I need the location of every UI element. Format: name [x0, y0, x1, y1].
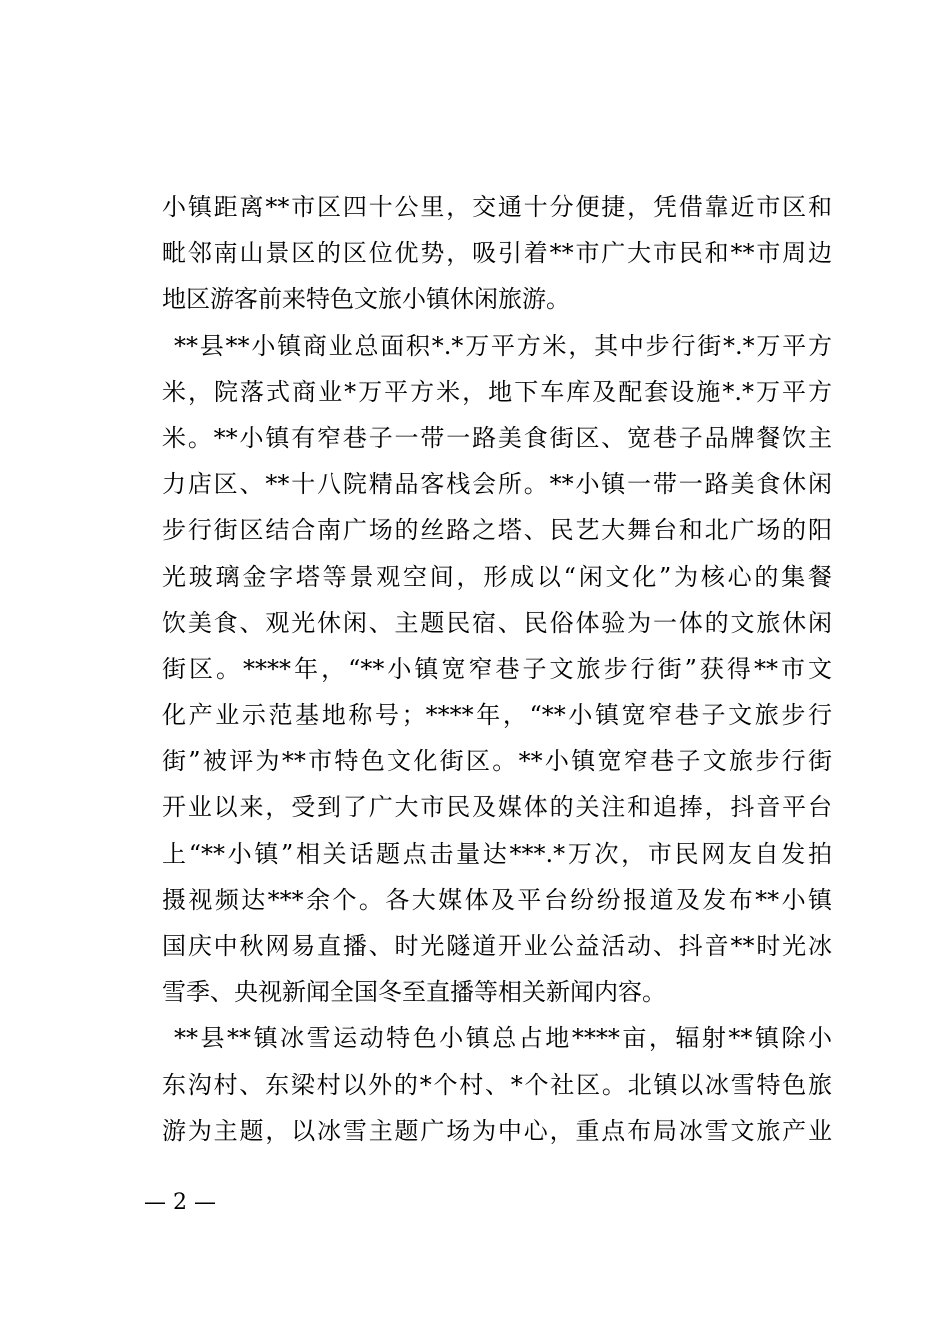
text-line: 步行街区结合南广场的丝路之塔、民艺大舞台和北广场的阳: [162, 516, 832, 545]
text-line: 饮美食、观光休闲、主题民宿、民俗体验为一体的文旅休闲: [162, 608, 832, 637]
text-line: 米，院落式商业*万平方米，地下车库及配套设施*.*万平方: [162, 377, 832, 406]
text-line: 摄视频达***余个。各大媒体及平台纷纷报道及发布**小镇: [162, 885, 832, 914]
text-line: 地区游客前来特色文旅小镇休闲旅游。: [162, 285, 570, 314]
text-line: 力店区、**十八院精品客栈会所。**小镇一带一路美食休闲: [162, 470, 832, 499]
paragraph: [162, 323, 832, 1016]
text-line: 上“**小镇”相关话题点击量达***.*万次，市民网友自发拍: [162, 839, 832, 868]
text-line: 街区。****年，“**小镇宽窄巷子文旅步行街”获得**市文: [162, 654, 832, 683]
text-line: 小镇距离**市区四十公里，交通十分便捷，凭借靠近市区和: [162, 193, 832, 221]
document-body: [162, 184, 832, 1154]
text-line: **县**小镇商业总面积*.*万平方米，其中步行街*.*万平方: [174, 331, 832, 360]
text-line: 东沟村、东梁村以外的*个村、*个社区。北镇以冰雪特色旅: [162, 1070, 832, 1099]
text-line: 国庆中秋网易直播、时光隧道开业公益活动、抖音**时光冰: [162, 932, 832, 960]
text-line: **县**镇冰雪运动特色小镇总占地****亩，辐射**镇除小: [174, 1024, 832, 1053]
text-line: 街”被评为**市特色文化街区。**小镇宽窄巷子文旅步行街: [162, 747, 832, 776]
paragraph: [162, 1015, 832, 1154]
text-line: 光玻璃金字塔等景观空间，形成以“闲文化”为核心的集餐: [162, 562, 832, 591]
paragraph: [162, 184, 832, 323]
text-line: 化产业示范基地称号；****年，“**小镇宽窄巷子文旅步行: [162, 701, 832, 730]
text-line: 米。**小镇有窄巷子一带一路美食街区、宽巷子品牌餐饮主: [162, 423, 832, 452]
page-number: — 2 —: [144, 1190, 216, 1215]
text-line: 毗邻南山景区的区位优势，吸引着**市广大市民和**市周边: [162, 239, 832, 268]
text-line: 雪季、央视新闻全国冬至直播等相关新闻内容。: [162, 978, 666, 1007]
text-line: 游为主题，以冰雪主题广场为中心，重点布局冰雪文旅产业: [162, 1116, 832, 1145]
text-line: 开业以来，受到了广大市民及媒体的关注和追捧，抖音平台: [162, 793, 832, 822]
